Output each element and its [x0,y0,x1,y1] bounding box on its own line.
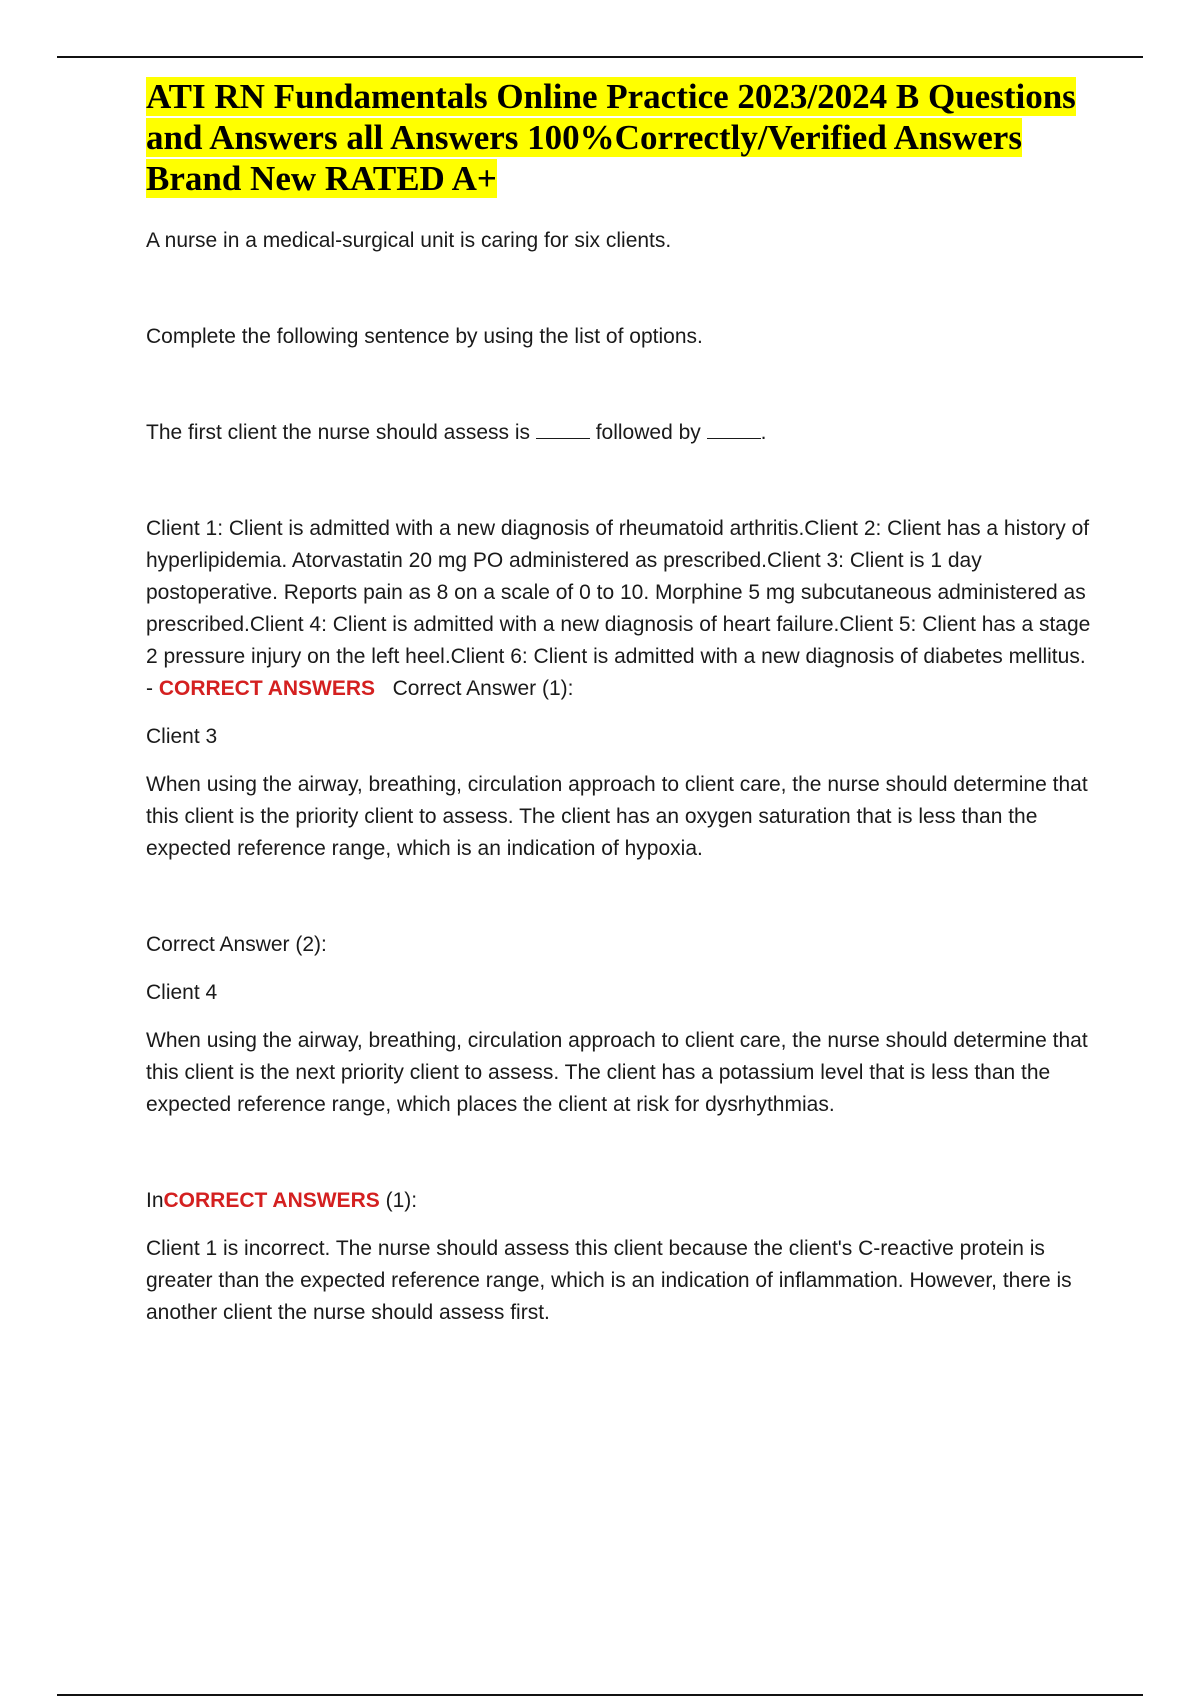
sentence-prompt [146,417,1096,449]
instruction-text: Complete the following sentence by using the list of options. [146,325,703,348]
document-body [146,76,1096,1329]
sentence-part-1: The first client the nurse should assess is [146,421,531,444]
document-title [146,76,1096,199]
incorrect-answers-label: CORRECT ANSWERS [163,1189,380,1212]
correct-answers-label: CORRECT ANSWERS [158,677,376,700]
answer-2-label: Correct Answer (2): [146,933,327,956]
clients-text: Client 1: Client is admitted with a new diagnosis of rheumatoid arthritis.Client 2: Client has a history of hyperlipidemia. Atorvastatin 20 mg PO administered as prescribed.Client 3: Client is 1 day postoperative. Reports pain as 8 on a scale of 0 to 10. Morphine 5 mg subcutaneous administered as prescribed.Client 4: Client is admitted with a new diagnosis of heart failure.Client 5: Client has a stage 2 pressure injury on the left heel.Client 6: Client is admitted with a new diagnosis of diabetes mellitus. - [146,517,1091,700]
scenario-text: A nurse in a medical-surgical unit is caring for six clients. [146,229,672,252]
clients-paragraph [146,513,1096,705]
answer-1-client: Client 3 [146,725,218,748]
incorrect-1-rationale: Client 1 is incorrect. The nurse should assess this client because the client's C-reactive protein is greater than the expected reference range, which is an indication of inflammation. However, there is another client the nurse should assess first. [146,1237,1072,1324]
sentence-part-2: followed by [595,421,701,444]
answer-1-rationale: When using the airway, breathing, circulation approach to client care, the nurse should determine that this client is the priority client to assess. The client has an oxygen saturation that is less than the expected reference range, which is an indication of hypoxia. [146,773,1088,860]
incorrect-answers-heading [146,1185,1096,1217]
answer-2-rationale: When using the airway, breathing, circulation approach to client care, the nurse should determine that this client is the next priority client to assess. The client has a potassium level that is less than the expected reference range, which places the client at risk for dysrhythmias. [146,1029,1088,1116]
answer-2-client: Client 4 [146,981,218,1004]
top-rule [57,56,1143,58]
incorrect-prefix: In [146,1189,164,1212]
incorrect-suffix: (1): [379,1189,418,1212]
blank-2 [707,420,761,439]
sentence-end: . [760,421,767,444]
title-highlight: ATI RN Fundamentals Online Practice 2023/2024 B Questions and Answers all Answers 100%Correctly/Verified Answers Brand New RATED A+ [146,77,1076,198]
answer-1-label: Correct Answer (1): [392,677,574,700]
blank-1 [536,420,590,439]
bottom-rule [57,1694,1143,1696]
